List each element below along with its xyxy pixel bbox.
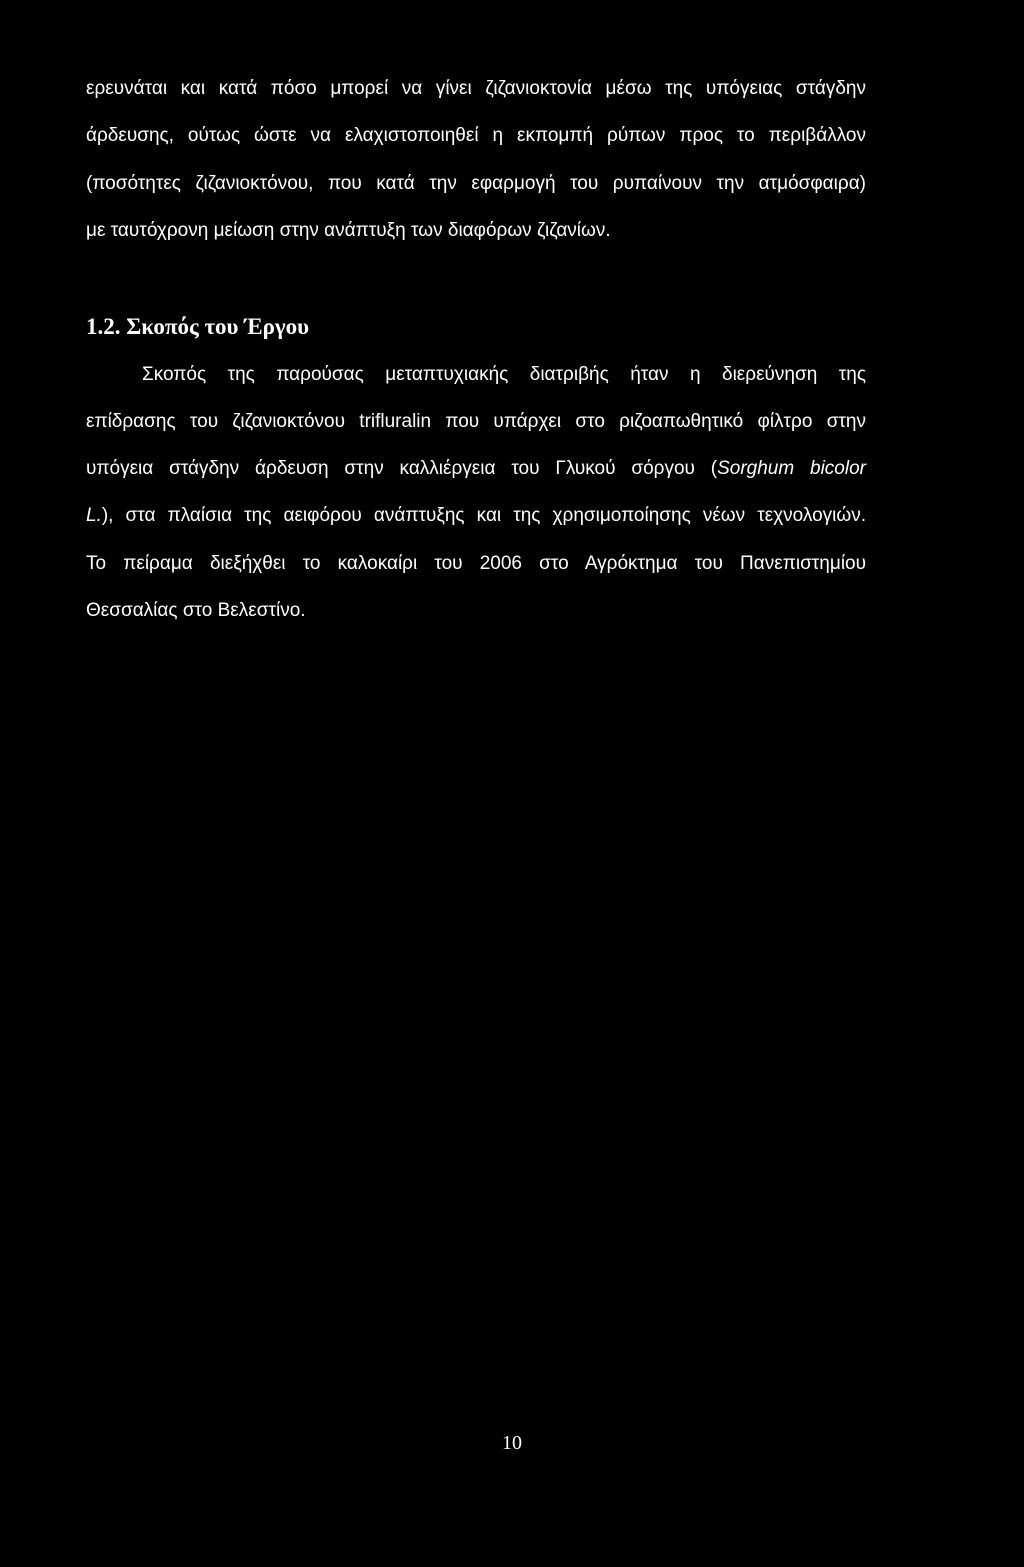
line-text: ), στα πλαίσια της αειφόρου ανάπτυξης και της χρησιμοποίησης νέων τεχνολογιών. (101, 505, 866, 526)
paragraph-line: Το πείραμα διεξήχθει το καλοκαίρι του 2006 στο Αγρόκτημα του Πανεπιστημίου (86, 553, 866, 574)
paragraph-line: με ταυτόχρονη μείωση στην ανάπτυξη των διαφόρων ζιζανίων. (86, 220, 611, 241)
page-number: 10 (502, 1432, 522, 1454)
paragraph-line: άρδευσης, ούτως ώστε να ελαχιστοποιηθεί η εκπομπή ρύπων προς το περιβάλλον (86, 125, 866, 146)
paragraph-line (86, 504, 866, 528)
section-heading: 1.2. Σκοπός του Έργου (86, 314, 310, 339)
paragraph-line: Σκοπός της παρούσας μεταπτυχιακής διατριβής ήταν η διερεύνηση της (142, 364, 866, 385)
paragraph-line (86, 457, 866, 481)
paragraph-line: Θεσσαλίας στο Βελεστίνο. (86, 600, 306, 621)
paragraph-line: ερευνάται και κατά πόσο μπορεί να γίνει ζιζανιοκτονία μέσω της υπόγειας στάγδην (86, 78, 866, 99)
paragraph-line: επίδρασης του ζιζανιοκτόνου trifluralin που υπάρχει στο ριζοαπωθητικό φίλτρο στην (86, 411, 866, 432)
line-text: υπόγεια στάγδην άρδευση στην καλλιέργεια του Γλυκού σόργου ( (86, 458, 718, 479)
species-name: Sorghum bicolor (717, 458, 866, 479)
species-author: L. (86, 505, 102, 526)
paragraph-line: (ποσότητες ζιζανιοκτόνου, που κατά την εφαρμογή του ρυπαίνουν την ατμόσφαιρα) (86, 173, 866, 194)
